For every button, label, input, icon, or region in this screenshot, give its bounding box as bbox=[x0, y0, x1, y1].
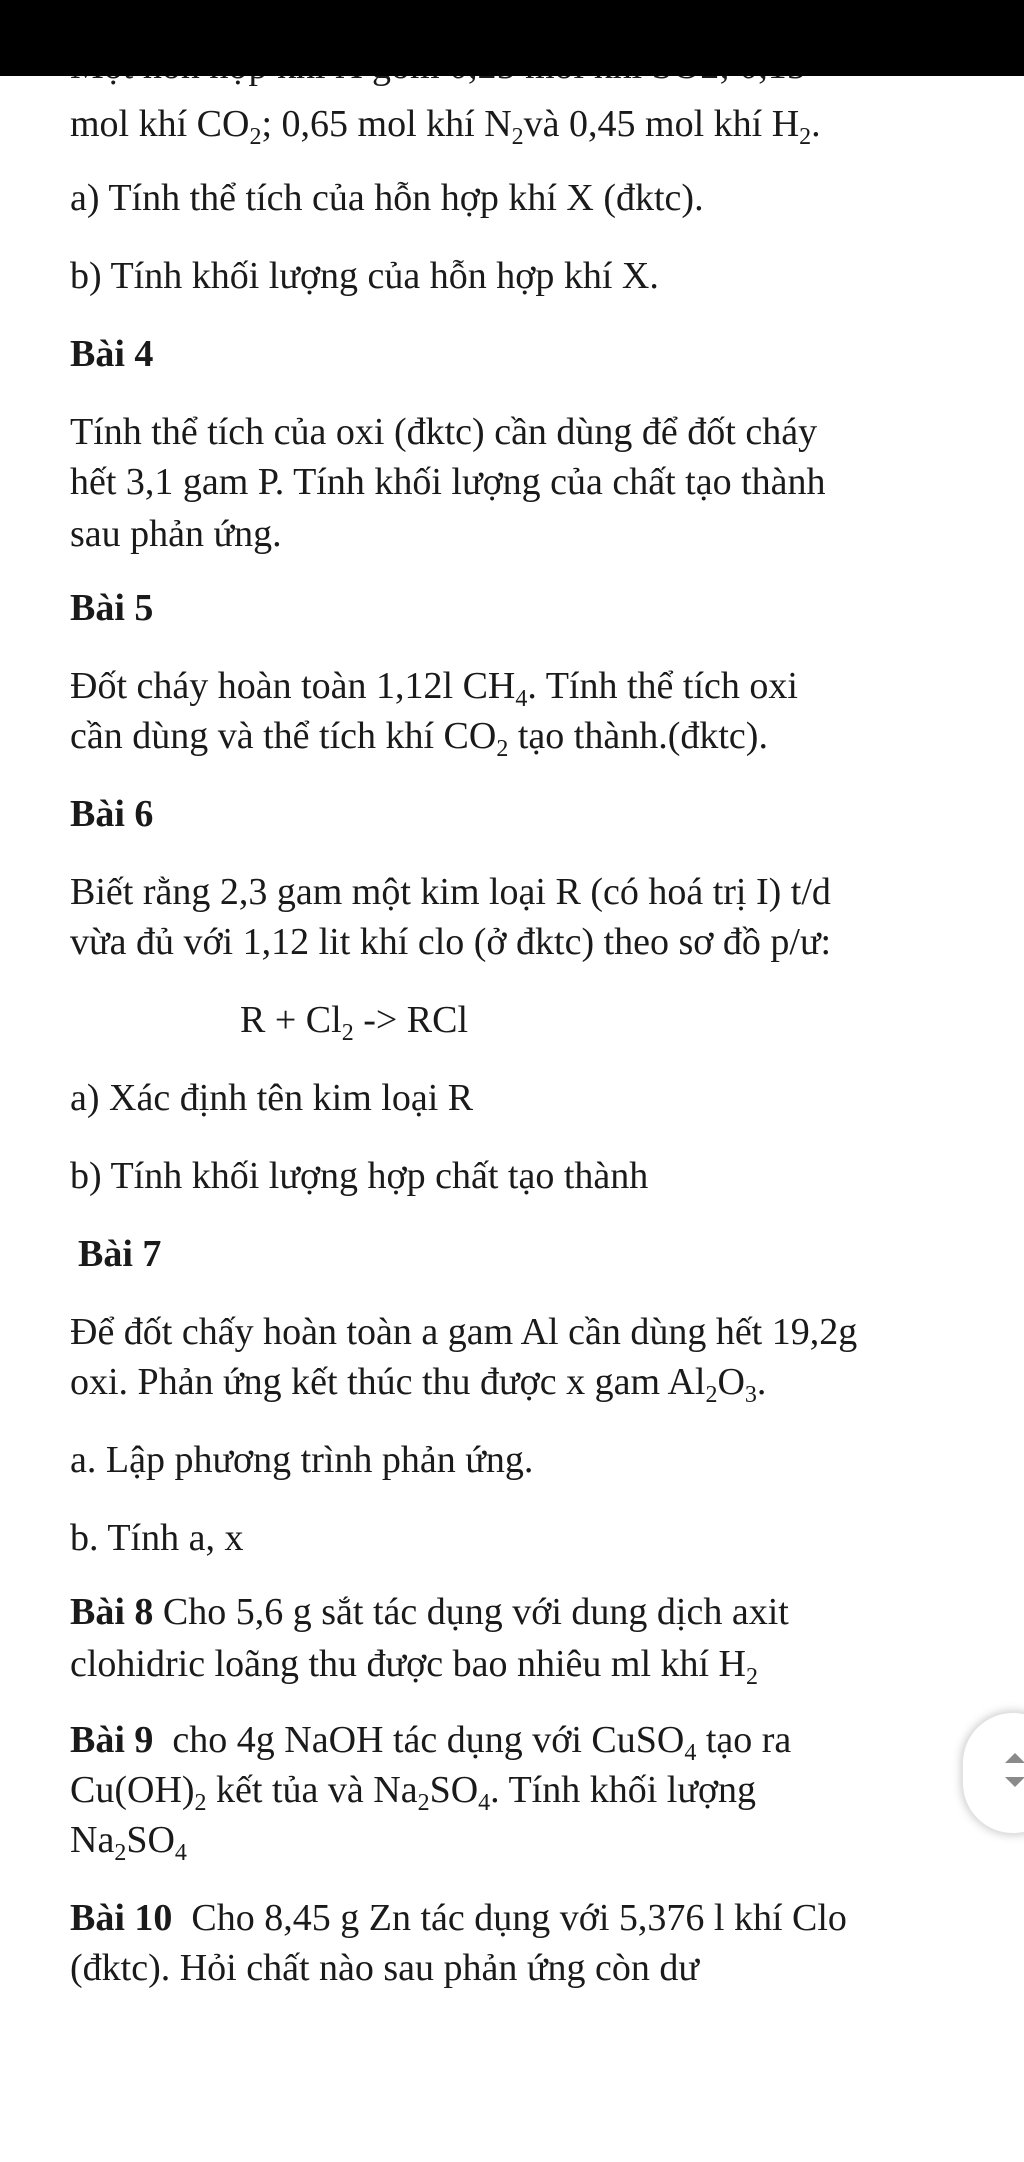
bai8-line: Bài 8 Cho 5,6 g sắt tác dụng với dung dịch axit bbox=[70, 1591, 789, 1633]
bai9-line: $Na_2SO_4$ bbox=[70, 1819, 187, 1866]
bai5-line: cần dùng và thể tích khí $CO_2$ tạo thành.(đktc). bbox=[70, 715, 768, 762]
status-bar bbox=[0, 0, 1024, 76]
bai9-line: Bài 9 cho 4g NaOH tác dụng với CuSO$_4$ tạo ra bbox=[70, 1719, 792, 1766]
bai7-line: oxi. Phản ứng kết thúc thu được x gam $Al_2O_3$. bbox=[70, 1361, 767, 1408]
bai4-line: sau phản ứng. bbox=[70, 513, 282, 555]
bai7-title: Bài 7 bbox=[78, 1233, 162, 1275]
bai7-part-b: b. Tính a, x bbox=[70, 1517, 244, 1559]
bai5-title: Bài 5 bbox=[70, 587, 154, 629]
bai6-line: Biết rằng 2,3 gam một kim loại R (có hoá trị I) t/d bbox=[70, 871, 831, 913]
bai6-part-a: a) Xác định tên kim loại R bbox=[70, 1077, 474, 1119]
bai9-line: $Cu(OH)_2$ kết tủa và $Na_2SO_4$. Tính khối lượng bbox=[70, 1769, 757, 1816]
bai4-line: Tính thể tích của oxi (đktc) cần dùng để đốt cháy bbox=[70, 411, 818, 453]
bai10-title: Bài 10 bbox=[70, 1897, 173, 1939]
bai6-equation: $R + Cl_2$ -> RCl bbox=[240, 999, 469, 1046]
scroll-up-down-icon bbox=[963, 1713, 1024, 1833]
bai8-line: clohidric loãng thu được bao nhiêu ml khí $H_2$ bbox=[70, 1643, 759, 1690]
bai10-line: Bài 10 Cho 8,45 g Zn tác dụng với 5,376 l khí Clo bbox=[70, 1897, 847, 1939]
bai8-title: Bài 8 bbox=[70, 1591, 154, 1633]
bai7-part-a: a. Lập phương trình phản ứng. bbox=[70, 1439, 534, 1481]
bai5-line: Đốt cháy hoàn toàn 1,12l $CH_4$. Tính thể tích oxi bbox=[70, 665, 798, 712]
bai10-line: (đktc). Hỏi chất nào sau phản ứng còn dư bbox=[70, 1947, 699, 1989]
scroll-handle[interactable] bbox=[962, 1712, 1024, 1834]
bai6-title: Bài 6 bbox=[70, 793, 154, 835]
intro-line: mol khí $CO_2$; 0,65 mol khí $N_2và$ 0,45 mol khí $H_2$. bbox=[70, 103, 821, 150]
bai9-title: Bài 9 bbox=[70, 1719, 154, 1761]
bai3-part-a: a) Tính thể tích của hỗn hợp khí X (đktc). bbox=[70, 177, 704, 219]
bai7-line: Để đốt chấy hoàn toàn a gam Al cần dùng hết 19,2g bbox=[70, 1311, 858, 1353]
bai6-line: vừa đủ với 1,12 lit khí clo (ở đktc) theo sơ đồ p/ư: bbox=[70, 921, 832, 963]
bai4-title: Bài 4 bbox=[70, 333, 154, 375]
bai6-part-b: b) Tính khối lượng hợp chất tạo thành bbox=[70, 1155, 649, 1197]
bai4-line: hết 3,1 gam P. Tính khối lượng của chất tạo thành bbox=[70, 461, 826, 503]
bai3-part-b: b) Tính khối lượng của hỗn hợp khí X. bbox=[70, 255, 659, 297]
